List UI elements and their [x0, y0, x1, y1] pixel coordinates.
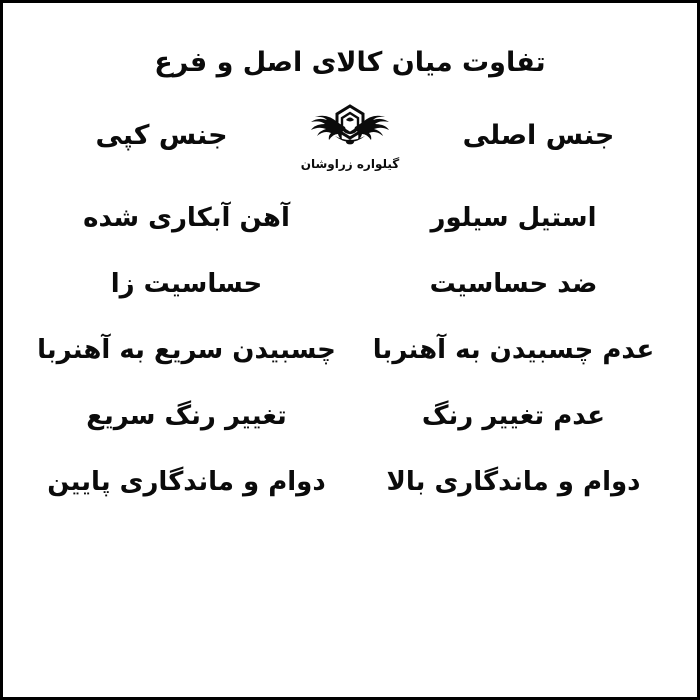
cell-original: عدم تغییر رنگ	[421, 401, 606, 432]
brand-caption: گیلواره زراوشان	[300, 156, 400, 171]
table-row	[21, 317, 679, 383]
cell-copy: حساسیت زا	[110, 269, 263, 300]
poster-content	[3, 3, 697, 697]
table-row	[21, 449, 679, 515]
table-row	[21, 383, 679, 449]
page-title: تفاوت میان کالای اصل و فرع	[154, 47, 546, 78]
cell-copy: دوام و ماندگاری پایین	[47, 467, 326, 498]
cell-copy: تغییر رنگ سریع	[86, 401, 287, 432]
brand-logo	[275, 95, 425, 175]
table-header-row	[21, 93, 679, 177]
cell-copy: آهن آبکاری شده	[83, 203, 290, 234]
column-header-original: جنس اصلی	[462, 119, 615, 151]
table-row	[21, 185, 679, 251]
cell-copy: چسبیدن سریع به آهنربا	[37, 335, 336, 366]
ornament-crest-icon	[275, 100, 425, 156]
cell-original: عدم چسبیدن به آهنربا	[372, 335, 655, 366]
cell-original: دوام و ماندگاری بالا	[386, 467, 641, 498]
cell-original: استیل سیلور	[430, 203, 597, 234]
cell-original: ضد حساسیت	[429, 269, 598, 300]
table-row	[21, 251, 679, 317]
column-header-copy: جنس کپی	[95, 119, 228, 151]
comparison-rows	[21, 185, 679, 515]
